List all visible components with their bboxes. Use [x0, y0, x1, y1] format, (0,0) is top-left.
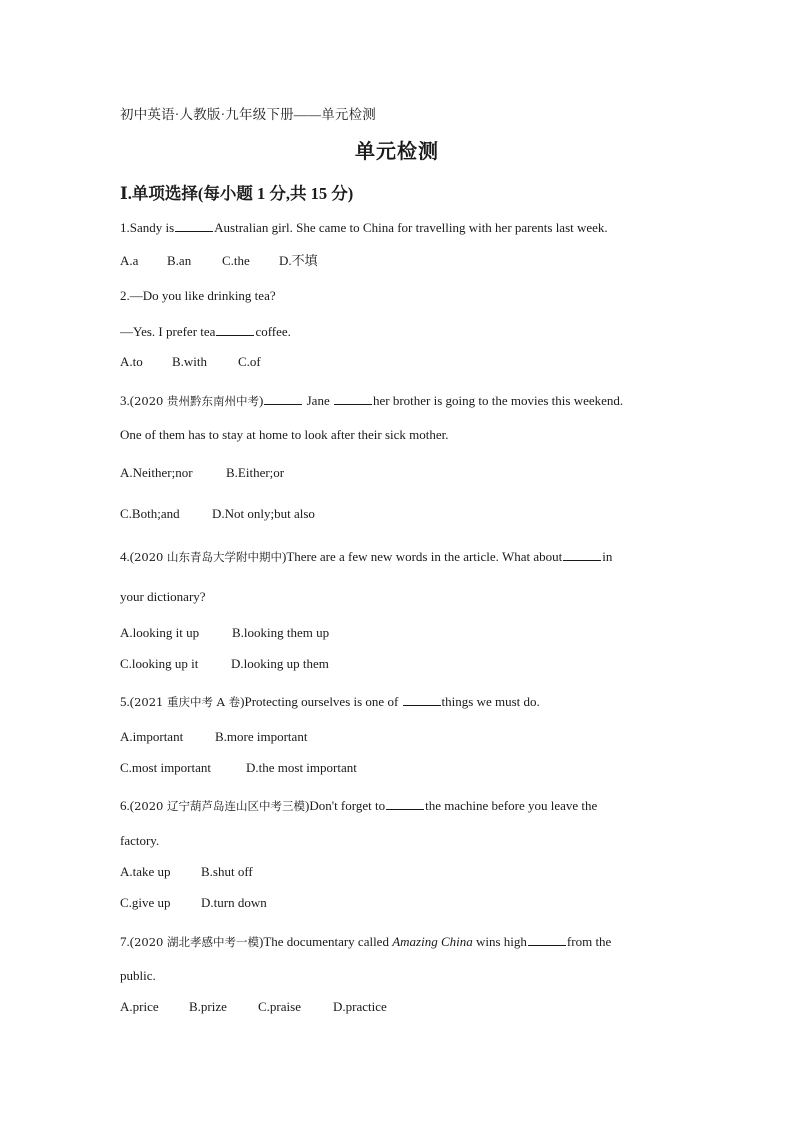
option-c: C.Both;and — [120, 506, 180, 521]
question-6-options-row2 — [120, 895, 267, 911]
question-text: coffee. — [255, 324, 291, 339]
question-text: in — [602, 549, 613, 564]
question-source: 2021 重庆中考 A 卷 — [134, 695, 241, 709]
page-title: 单元检测 — [355, 141, 439, 163]
question-text: )Protecting ourselves is one of — [240, 694, 402, 709]
question-4-options-row2 — [120, 656, 329, 672]
option-a: A.important — [120, 729, 184, 744]
question-text: Australian girl. She came to China for travelling with her parents last week. — [214, 220, 608, 235]
question-5-options-row1 — [120, 729, 307, 745]
question-6-stem-line2: factory. — [120, 833, 160, 848]
option-d: D.the most important — [246, 760, 357, 775]
option-d: D.Not only;but also — [212, 506, 315, 521]
option-d: D.looking up them — [231, 656, 329, 671]
question-2-stem: 2.—Do you like drinking tea? — [120, 288, 276, 303]
question-3-stem — [120, 392, 623, 409]
option-c: C.the — [222, 253, 250, 268]
question-text: ) — [259, 393, 264, 408]
option-b: B.looking them up — [232, 625, 330, 640]
option-b: B.prize — [189, 999, 227, 1014]
answer-blank — [386, 797, 424, 810]
section-heading: Ⅰ.单项选择(每小题 1 分,共 15 分) — [120, 184, 354, 203]
documentary-title: Amazing China — [392, 934, 473, 949]
question-number: 7.( — [120, 934, 135, 949]
question-3-options-row2 — [120, 506, 315, 522]
question-5-stem — [120, 693, 540, 710]
question-number: 5.( — [120, 694, 135, 709]
question-text: things we must do. — [441, 694, 540, 709]
question-text: 1.Sandy is — [120, 220, 175, 235]
option-a: A.a — [120, 253, 139, 268]
question-text: Jane — [303, 393, 333, 408]
option-d: D.turn down — [201, 895, 267, 910]
option-a: A.take up — [120, 864, 171, 879]
answer-blank — [264, 392, 302, 405]
question-text: from the — [566, 934, 612, 949]
question-4-stem-line2: your dictionary? — [120, 589, 206, 604]
option-b: B.Either;or — [226, 465, 285, 480]
answer-blank — [563, 548, 601, 561]
question-text: )The documentary called — [259, 934, 393, 949]
question-text: —Yes. I prefer tea — [120, 324, 216, 339]
option-b: B.with — [172, 354, 208, 369]
option-d: D.practice — [333, 999, 387, 1014]
question-text: )There are a few new words in the article. What about — [282, 549, 563, 564]
answer-blank — [334, 392, 372, 405]
option-b: B.more important — [215, 729, 308, 744]
question-number: 6.( — [120, 798, 135, 813]
question-text: )Don't forget to — [305, 798, 386, 813]
question-1-stem — [120, 219, 608, 236]
answer-blank — [403, 693, 441, 706]
question-7-stem — [120, 933, 611, 950]
question-text: wins high — [472, 934, 527, 949]
question-source: 2020 贵州黔东南州中考 — [134, 394, 260, 408]
option-c: C.most important — [120, 760, 211, 775]
answer-blank — [175, 219, 213, 232]
question-2-reply — [120, 323, 291, 340]
question-6-options-row1 — [120, 864, 253, 880]
question-text: her brother is going to the movies this weekend. — [372, 393, 624, 408]
question-2-options — [120, 354, 261, 370]
option-c: C.looking up it — [120, 656, 199, 671]
option-c: C.of — [238, 354, 261, 369]
question-4-options-row1 — [120, 625, 329, 641]
question-number: 3.( — [120, 393, 135, 408]
question-3-stem-line2: One of them has to stay at home to look after their sick mother. — [120, 427, 449, 442]
question-text: the machine before you leave the — [425, 798, 598, 813]
question-5-options-row2 — [120, 760, 357, 776]
question-1-options — [120, 250, 318, 269]
question-number: 4.( — [120, 549, 135, 564]
option-c: C.give up — [120, 895, 171, 910]
option-d: D.不填 — [279, 253, 318, 268]
question-6-stem — [120, 797, 597, 814]
option-a: A.to — [120, 354, 143, 369]
question-source: 2020 山东青岛大学附中期中 — [134, 550, 283, 564]
option-a: A.looking it up — [120, 625, 200, 640]
option-b: B.shut off — [201, 864, 253, 879]
document-header: 初中英语·人教版·九年级下册——单元检测 — [120, 107, 376, 122]
question-7-stem-line2: public. — [120, 968, 156, 983]
option-a: A.price — [120, 999, 159, 1014]
answer-blank — [216, 323, 254, 336]
answer-blank — [528, 933, 566, 946]
question-4-stem — [120, 548, 612, 565]
option-a: A.Neither;nor — [120, 465, 193, 480]
question-3-options-row1 — [120, 465, 284, 481]
option-c: C.praise — [258, 999, 301, 1014]
question-7-options — [120, 999, 387, 1015]
question-source: 2020 湖北孝感中考一模 — [134, 935, 260, 949]
question-source: 2020 辽宁葫芦岛连山区中考三模 — [134, 799, 306, 813]
option-b: B.an — [167, 253, 192, 268]
